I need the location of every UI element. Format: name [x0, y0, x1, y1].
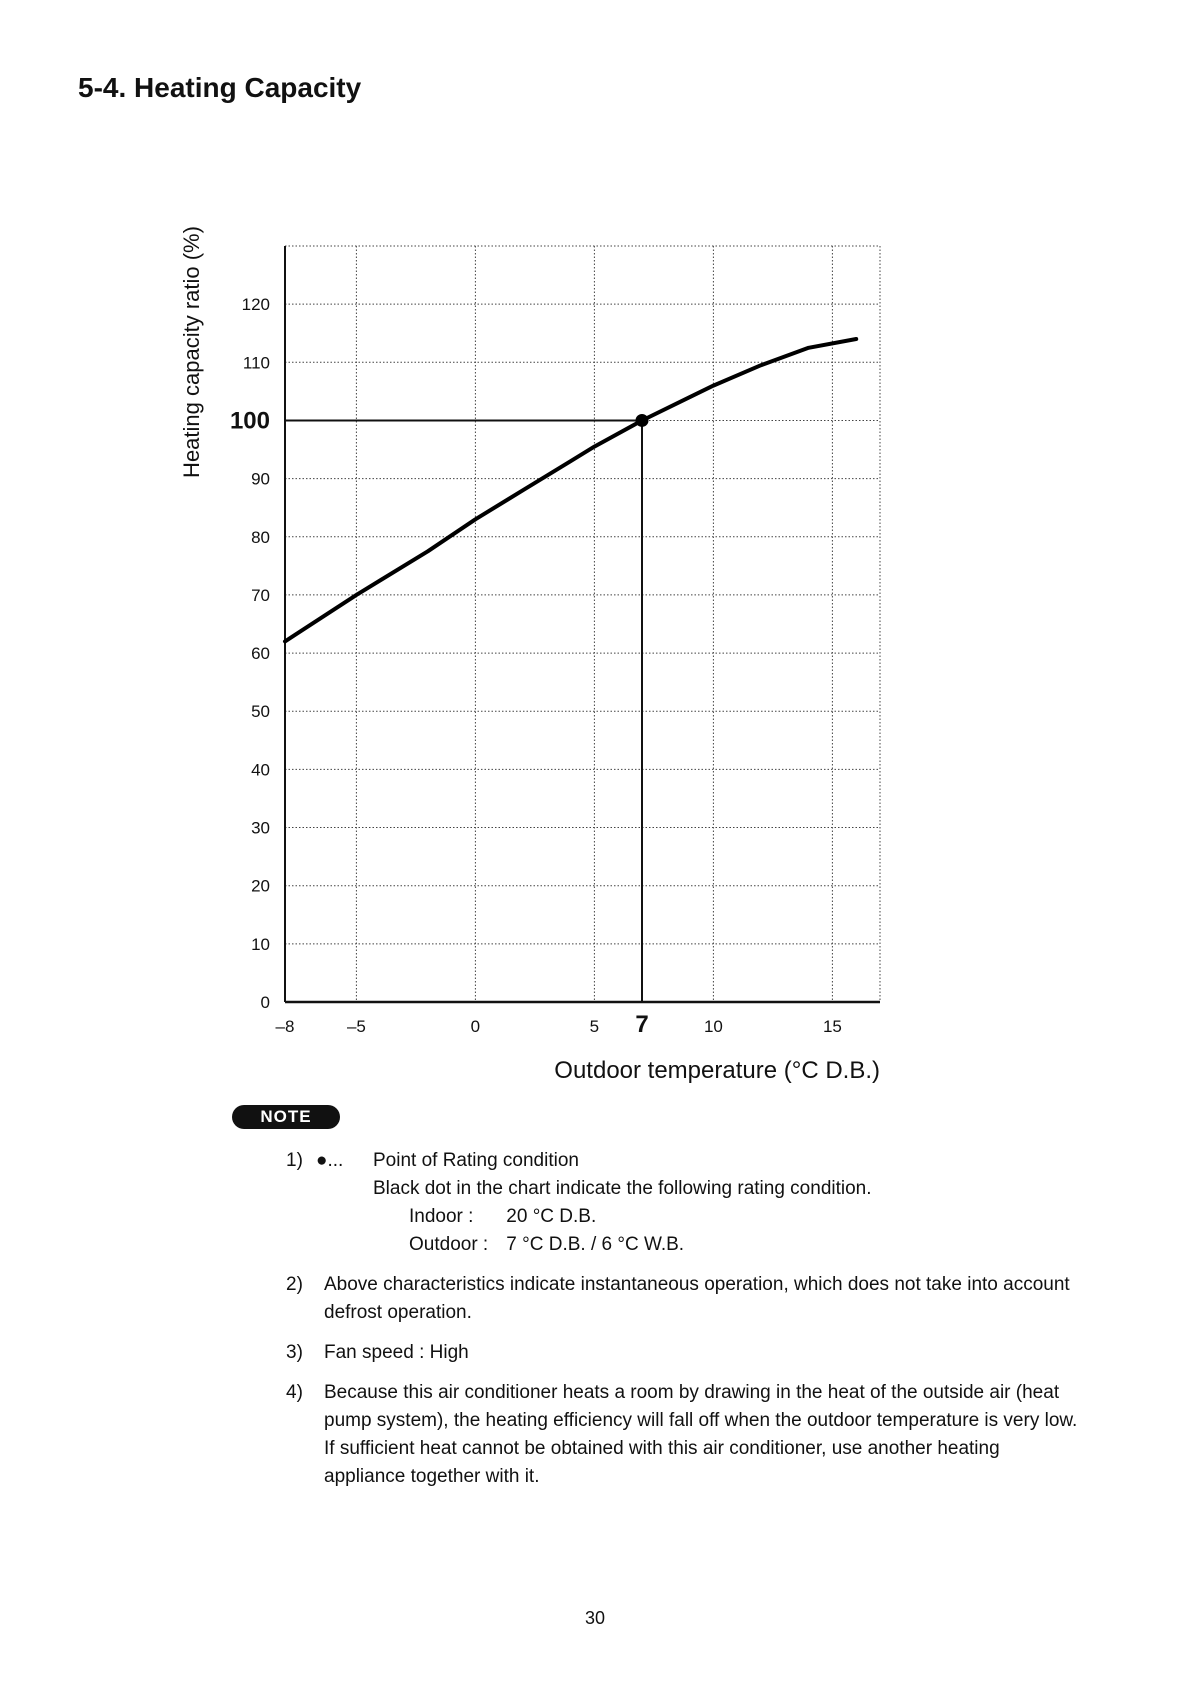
y-tick-label: 40 — [251, 760, 270, 780]
note-2-text: Above characteristics indicate instantaneous operation, which does not take into account defrost operation. — [324, 1274, 1070, 1323]
x-tick-label: –5 — [346, 1017, 366, 1036]
y-tick-label: 90 — [251, 469, 270, 489]
x-tick-label: 10 — [703, 1017, 723, 1036]
series-layer — [285, 339, 856, 641]
note-4-text: Because this air conditioner heats a room by drawing in the heat of the outside air (heat pump system), the heating efficiency will fall off when the outdoor temperature is very low. If sufficient heat cannot be obtained with this air conditioner, use another heating appliance together with it. — [324, 1382, 1078, 1487]
y-axis-label: Heating capacity ratio (%) — [179, 226, 204, 478]
note-2 — [286, 1271, 1086, 1327]
section-title: 5-4. Heating Capacity — [78, 72, 362, 103]
note-1-title: Point of Rating condition — [373, 1150, 579, 1171]
note-number: 2) — [286, 1274, 303, 1295]
y-tick-label: 50 — [251, 702, 270, 722]
note-number: 3) — [286, 1342, 303, 1363]
note-number: 4) — [286, 1382, 303, 1403]
y-tick-label: 10 — [251, 934, 270, 954]
notes-list — [286, 1147, 1086, 1503]
x-tick-label: 0 — [470, 1017, 481, 1036]
indoor-label: Indoor : — [409, 1206, 474, 1227]
note-1-description: Black dot in the chart indicate the following rating condition. — [373, 1178, 872, 1199]
y-tick-label: 120 — [241, 295, 270, 315]
rating-dot-marker: ●... — [316, 1150, 344, 1171]
outdoor-condition — [324, 1231, 1086, 1259]
chart-grid — [285, 246, 880, 1002]
note-3 — [286, 1339, 1086, 1367]
chart-axes — [285, 246, 880, 1002]
y-tick-label: 0 — [260, 993, 270, 1012]
indoor-condition — [324, 1203, 1086, 1231]
page-number: 30 — [584, 1608, 606, 1628]
note-1-head — [316, 1147, 1086, 1175]
outdoor-label: Outdoor : — [409, 1234, 489, 1255]
note-3-text: Fan speed : High — [324, 1342, 469, 1363]
capacity-curve — [285, 339, 856, 641]
note-badge: NOTE — [232, 1105, 340, 1129]
note-1 — [286, 1147, 1086, 1259]
y-tick-label: 110 — [242, 353, 270, 373]
indoor-value: 20 °C D.B. — [506, 1206, 597, 1227]
outdoor-value: 7 °C D.B. / 6 °C W.B. — [506, 1234, 685, 1255]
x-tick-label: 15 — [822, 1017, 842, 1036]
y-tick-label: 70 — [251, 585, 270, 605]
x-axis-label: Outdoor temperature (°C D.B.) — [554, 1057, 880, 1084]
x-tick-label: 7 — [635, 1011, 649, 1038]
x-tick-label: –8 — [275, 1017, 295, 1036]
note-4 — [286, 1379, 1086, 1491]
y-tick-label: 100 — [229, 407, 270, 435]
x-tick-label: 5 — [589, 1017, 600, 1036]
rating-point-dot — [636, 414, 649, 427]
y-tick-label: 60 — [251, 644, 270, 664]
note-number: 1) — [286, 1150, 303, 1171]
tick-labels — [230, 295, 842, 1038]
y-tick-label: 30 — [251, 818, 270, 838]
y-tick-label: 80 — [251, 527, 270, 547]
y-tick-label: 20 — [251, 876, 270, 896]
